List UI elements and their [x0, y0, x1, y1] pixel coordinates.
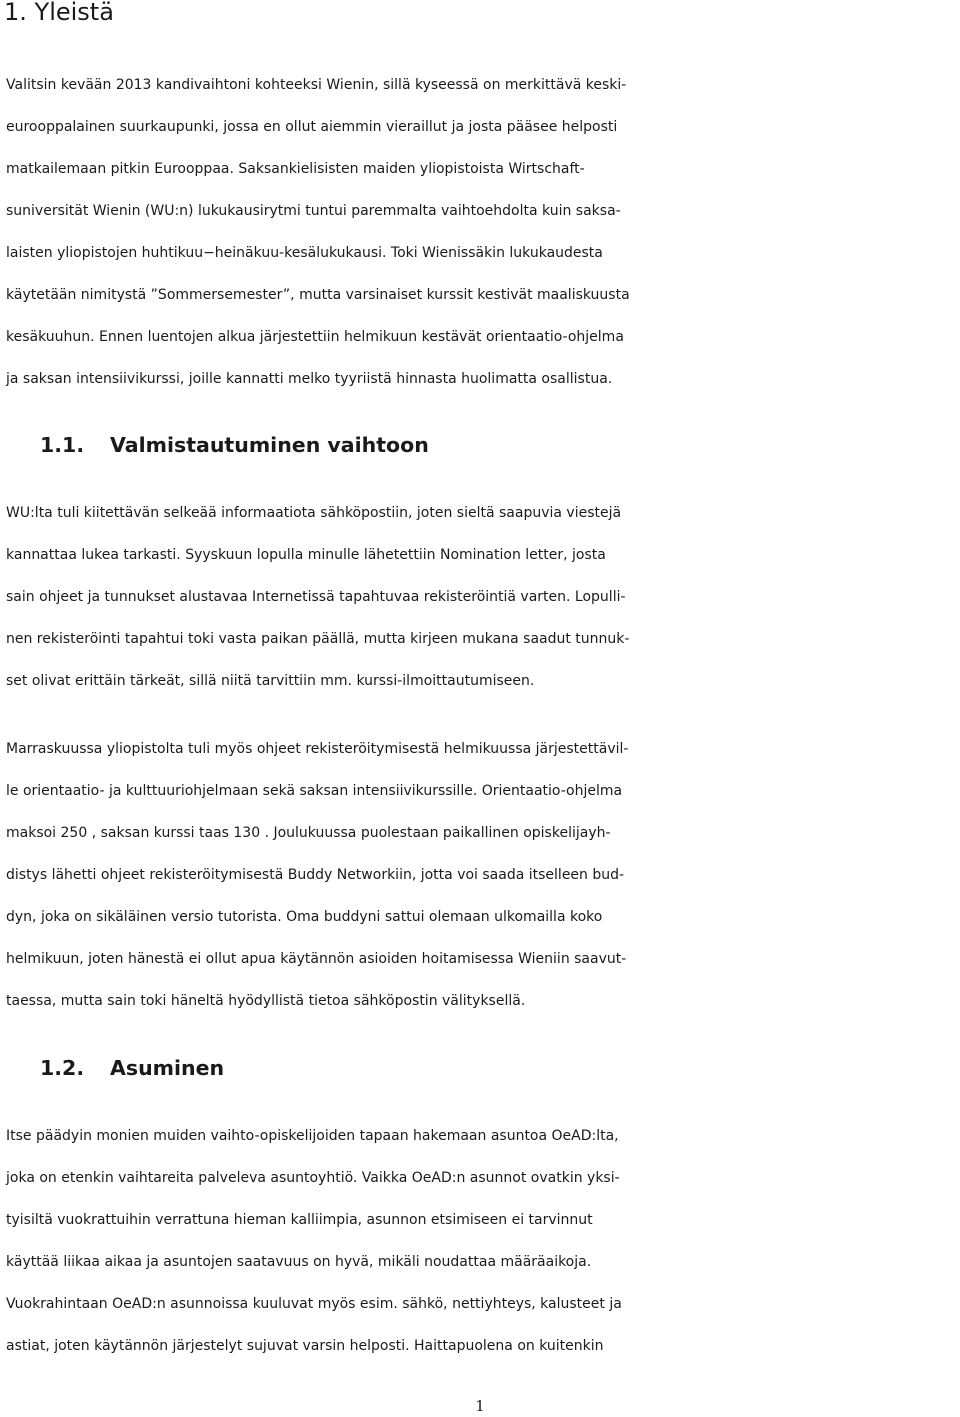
text-line: Marraskuussa yliopistolta tuli myös ohjeet rekisteröitymisestä helmikuussa järjestettävil-: [6, 741, 629, 757]
heading-valmistautuminen: [40, 431, 429, 459]
heading-yleista: 1. Yleistä: [4, 0, 114, 26]
text-line: sain ohjeet ja tunnukset alustavaa Internetissä tapahtuvaa rekisteröintiä varten. Lopulli-: [6, 589, 626, 605]
text-line: distys lähetti ohjeet rekisteröitymisestä Buddy Networkiin, jotta voi saada itselleen bud-: [6, 867, 625, 883]
text-line: dyn, joka on sikäläinen versio tutorista. Oma buddyni sattui olemaan ulkomailla koko: [6, 909, 603, 925]
text-line: käytetään nimitystä ”Sommersemester”, mutta varsinaiset kurssit kestivät maaliskuusta: [6, 287, 630, 303]
text-line: helmikuun, joten hänestä ei ollut apua käytännön asioiden hoitamisessa Wieniin saavut-: [6, 951, 627, 967]
heading-asuminen: [40, 1054, 224, 1082]
text-line: le orientaatio- ja kulttuuriohjelmaan sekä saksan intensiivikurssille. Orientaatio-ohjelma: [6, 783, 623, 799]
text-line: suniversität Wienin (WU:n) lukukausirytmi tuntui paremmalta vaihtoehdolta kuin saksa-: [6, 203, 621, 219]
text-line: Vuokrahintaan OeAD:n asunnoissa kuuluvat myös esim. sähkö, nettiyhteys, kalusteet ja: [6, 1296, 622, 1312]
text-line: tyisiltä vuokrattuihin verrattuna hieman kalliimpia, asunnon etsimiseen ei tarvinnut: [6, 1212, 593, 1228]
section-title: Asuminen: [110, 1056, 225, 1080]
text-line: set olivat erittäin tärkeät, sillä niitä tarvittiin mm. kurssi-ilmoittautumiseen.: [6, 673, 535, 689]
text-line: joka on etenkin vaihtareita palveleva asuntoyhtiö. Vaikka OeAD:n asunnot ovatkin yksi-: [6, 1170, 620, 1186]
text-line: kannattaa lukea tarkasti. Syyskuun lopulla minulle lähetettiin Nomination letter, josta: [6, 547, 606, 563]
section-number: 1.2.: [40, 1056, 85, 1080]
text-line: matkailemaan pitkin Eurooppaa. Saksankielisisten maiden yliopistoista Wirtschaft-: [6, 161, 585, 177]
section-number: 1.1.: [40, 433, 85, 457]
text-line: astiat, joten käytännön järjestelyt sujuvat varsin helposti. Haittapuolena on kuitenkin: [6, 1338, 604, 1354]
text-line: WU:lta tuli kiitettävän selkeää informaatiota sähköpostiin, joten sieltä saapuvia viestejä: [6, 505, 622, 521]
text-line: laisten yliopistojen huhtikuu−heinäkuu-kesälukukausi. Toki Wienissäkin lukukaudesta: [6, 245, 603, 261]
text-line: käyttää liikaa aikaa ja asuntojen saatavuus on hyvä, mikäli noudattaa määräaikoja.: [6, 1254, 592, 1270]
text-line: nen rekisteröinti tapahtui toki vasta paikan päällä, mutta kirjeen mukana saadut tunnuk-: [6, 631, 630, 647]
text-line: ja saksan intensiivikurssi, joille kannatti melko tyyriistä hinnasta huolimatta osallistua.: [6, 371, 613, 387]
text-line: maksoi 250 , saksan kurssi taas 130 . Joulukuussa puolestaan paikallinen opiskelijayh-: [6, 825, 611, 841]
section-title: Valmistautuminen vaihtoon: [110, 433, 429, 457]
text-line: eurooppalainen suurkaupunki, jossa en ollut aiemmin vieraillut ja josta pääsee helposti: [6, 119, 618, 135]
text-line: Valitsin kevään 2013 kandivaihtoni kohteeksi Wienin, sillä kyseessä on merkittävä keski-: [6, 77, 627, 93]
text-line: Itse päädyin monien muiden vaihto-opiskelijoiden tapaan hakemaan asuntoa OeAD:lta,: [6, 1128, 619, 1144]
text-line: kesäkuuhun. Ennen luentojen alkua järjestettiin helmikuun kestävät orientaatio-ohjelma: [6, 329, 624, 345]
text-line: taessa, mutta sain toki häneltä hyödyllistä tietoa sähköpostin välityksellä.: [6, 993, 526, 1009]
page-number: 1: [475, 1397, 485, 1415]
